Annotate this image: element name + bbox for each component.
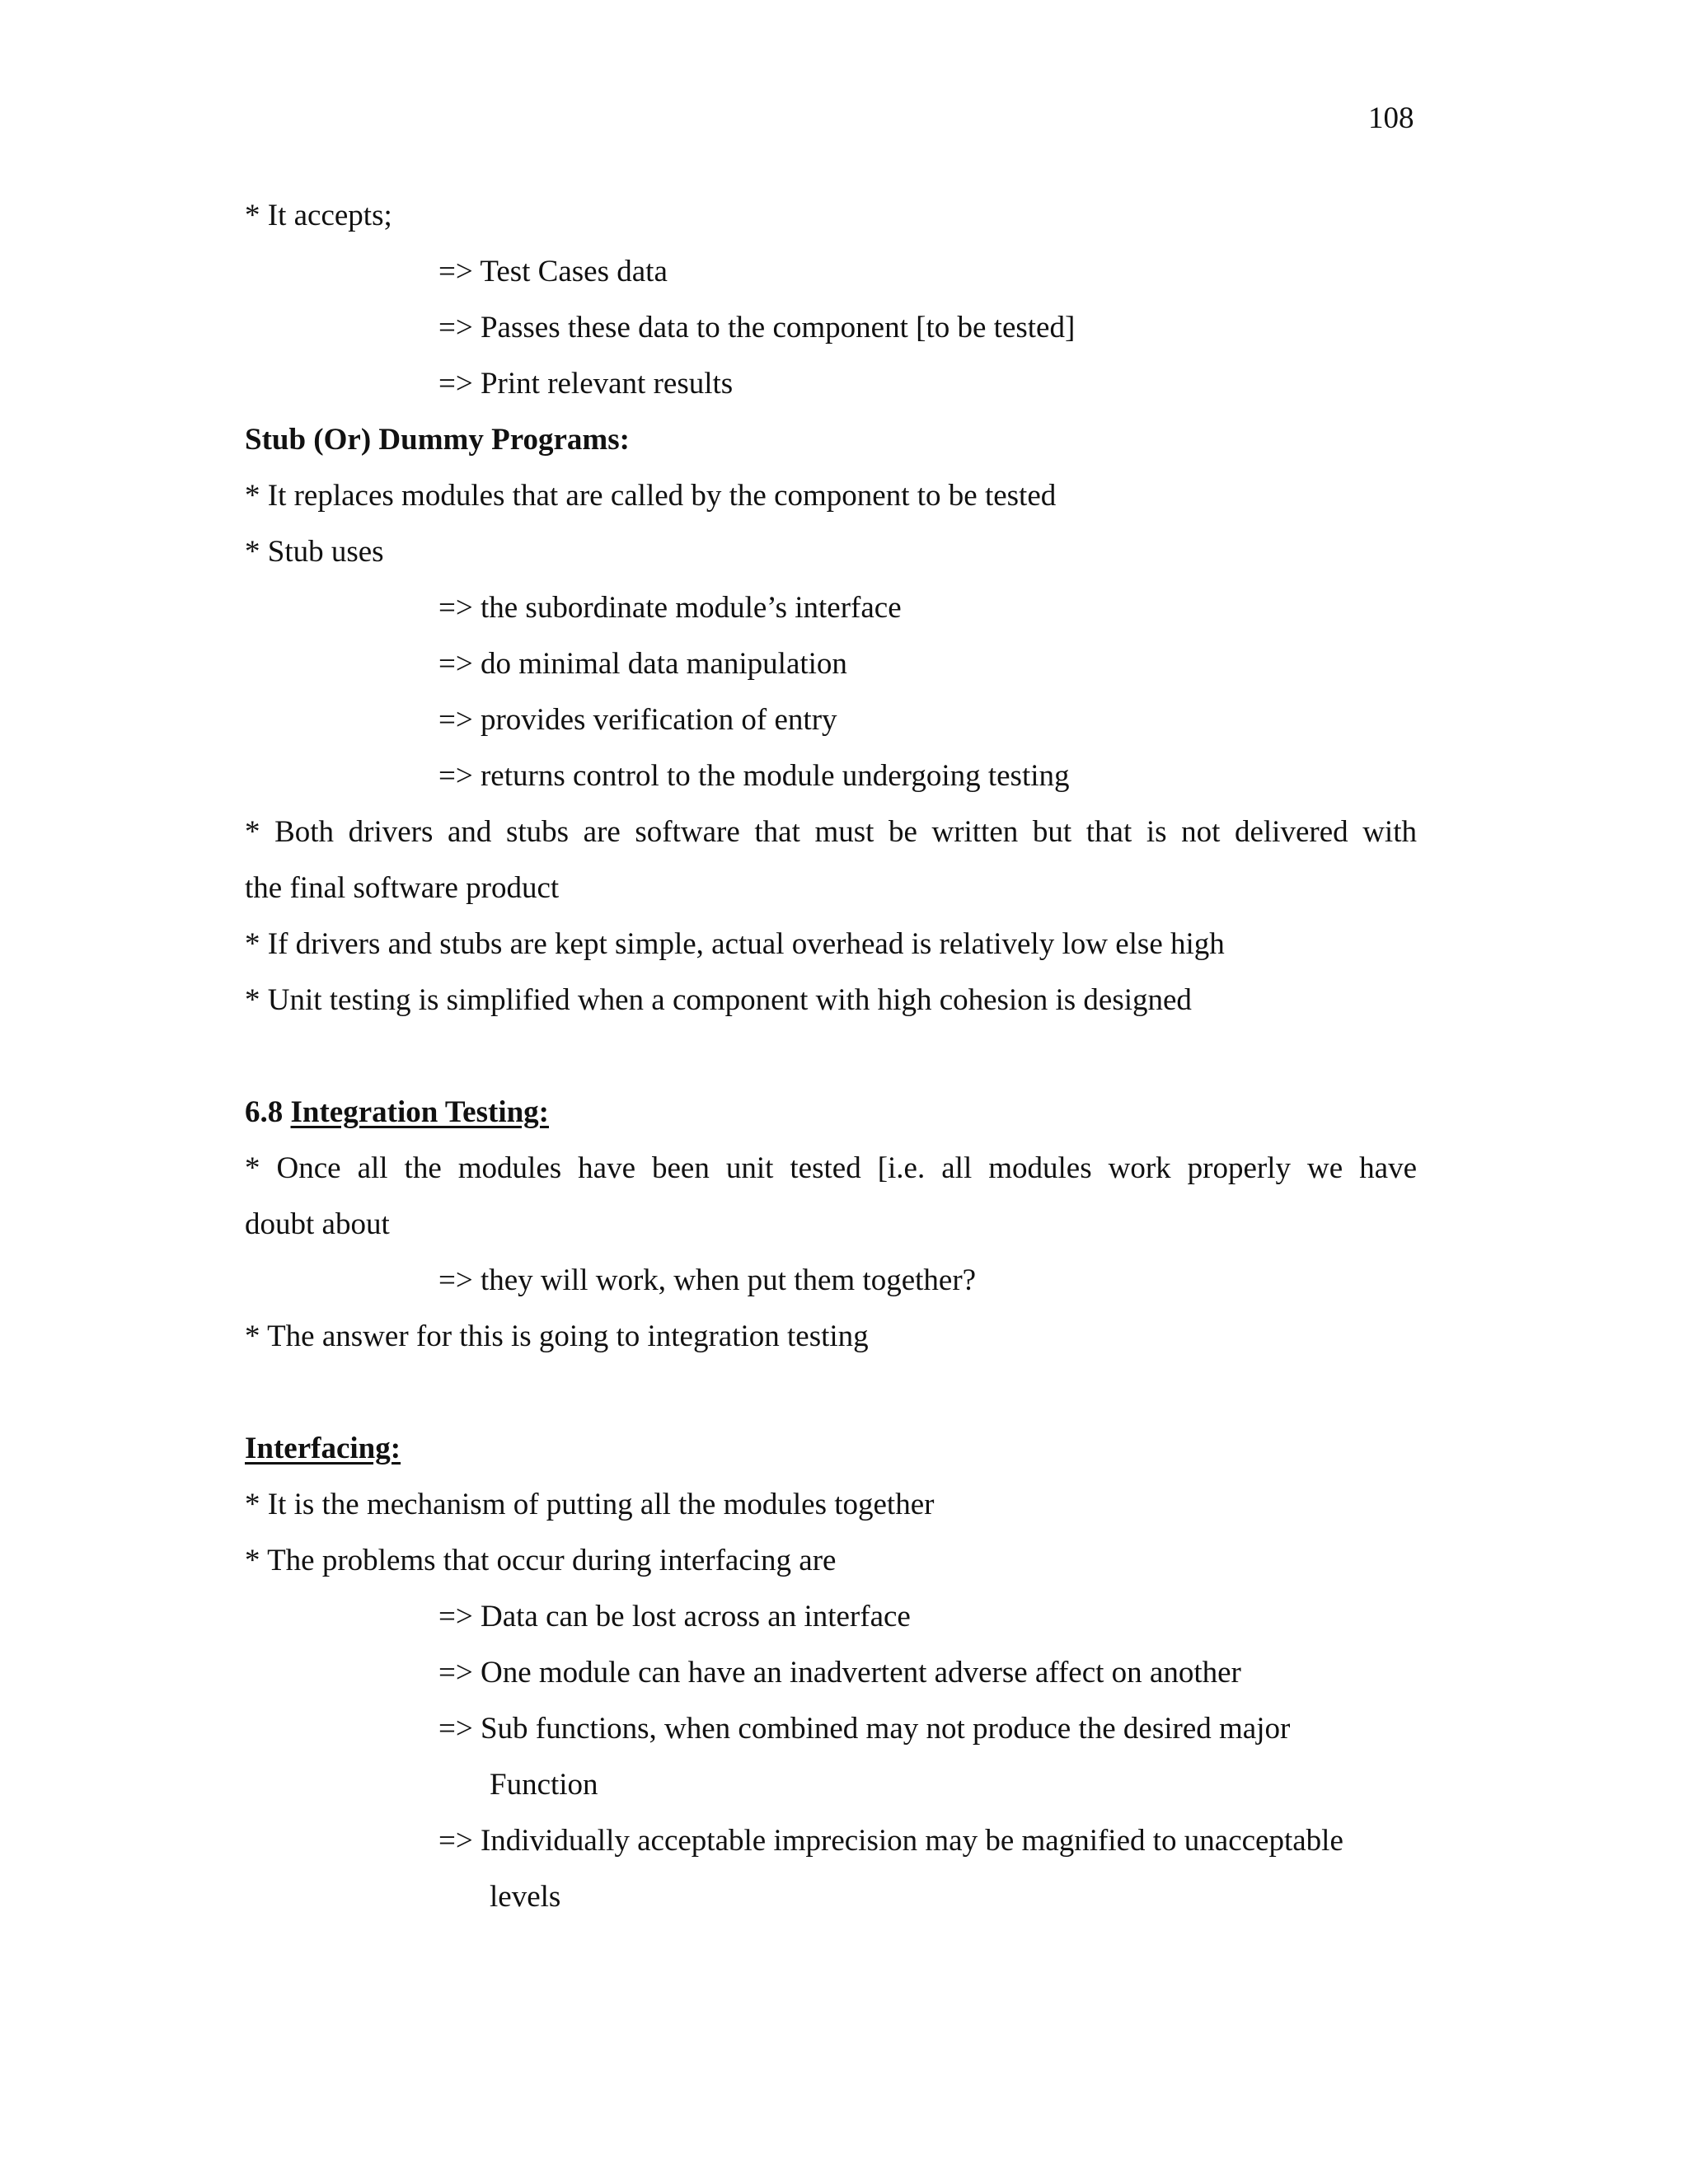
- interfacing-mechanism: * It is the mechanism of putting all the modules together: [245, 1488, 935, 1521]
- modules-tested-line-2: doubt about: [245, 1207, 390, 1241]
- accepts-item-passes-data: => Passes these data to the component [to be tested]: [438, 311, 1076, 344]
- stub-use-returns-control: => returns control to the module undergoing testing: [438, 759, 1070, 793]
- stub-replaces-text: * It replaces modules that are called by the component to be tested: [245, 479, 1057, 513]
- integration-answer: * The answer for this is going to integration testing: [245, 1319, 869, 1353]
- problem-imprecision-line-1: => Individually acceptable imprecision may be magnified to unacceptable: [438, 1824, 1343, 1858]
- problem-adverse-effect: => One module can have an inadvertent adverse affect on another: [438, 1656, 1241, 1690]
- problem-subfunctions-line-2: Function: [490, 1768, 598, 1802]
- cohesion-text: * Unit testing is simplified when a component with high cohesion is designed: [245, 983, 1192, 1017]
- drivers-stubs-line-2: the final software product: [245, 871, 560, 905]
- stub-heading: Stub (Or) Dummy Programs:: [245, 423, 630, 457]
- overhead-text: * If drivers and stubs are kept simple, actual overhead is relatively low else high: [245, 927, 1225, 961]
- accepts-item-test-cases: => Test Cases data: [438, 255, 668, 288]
- problem-subfunctions-line-1: => Sub functions, when combined may not produce the desired major: [438, 1712, 1291, 1746]
- interfacing-problems-intro: * The problems that occur during interfacing are: [245, 1544, 837, 1577]
- integration-heading: [245, 1091, 549, 1134]
- accepts-item-print-results: => Print relevant results: [438, 367, 734, 401]
- stub-use-verification: => provides verification of entry: [438, 703, 837, 737]
- integration-heading-title: Integration Testing:: [290, 1095, 550, 1129]
- problem-data-lost: => Data can be lost across an interface: [438, 1600, 911, 1633]
- interfacing-heading: Interfacing:: [245, 1432, 401, 1465]
- modules-tested-line-1: * Once all the modules have been unit tested [i.e. all modules work properly we have: [245, 1151, 1417, 1185]
- stub-use-interface: => the subordinate module’s interface: [438, 591, 902, 625]
- page-number: 108: [1368, 101, 1414, 135]
- drivers-stubs-line-1: * Both drivers and stubs are software that must be written but that is not delivered with: [245, 815, 1417, 849]
- integration-question: => they will work, when put them together?: [438, 1263, 977, 1297]
- stub-use-data-manipulation: => do minimal data manipulation: [438, 647, 847, 681]
- integration-heading-number: 6.8: [245, 1095, 284, 1129]
- accepts-intro: * It accepts;: [245, 199, 392, 232]
- stub-uses-intro: * Stub uses: [245, 535, 384, 569]
- problem-imprecision-line-2: levels: [490, 1880, 561, 1914]
